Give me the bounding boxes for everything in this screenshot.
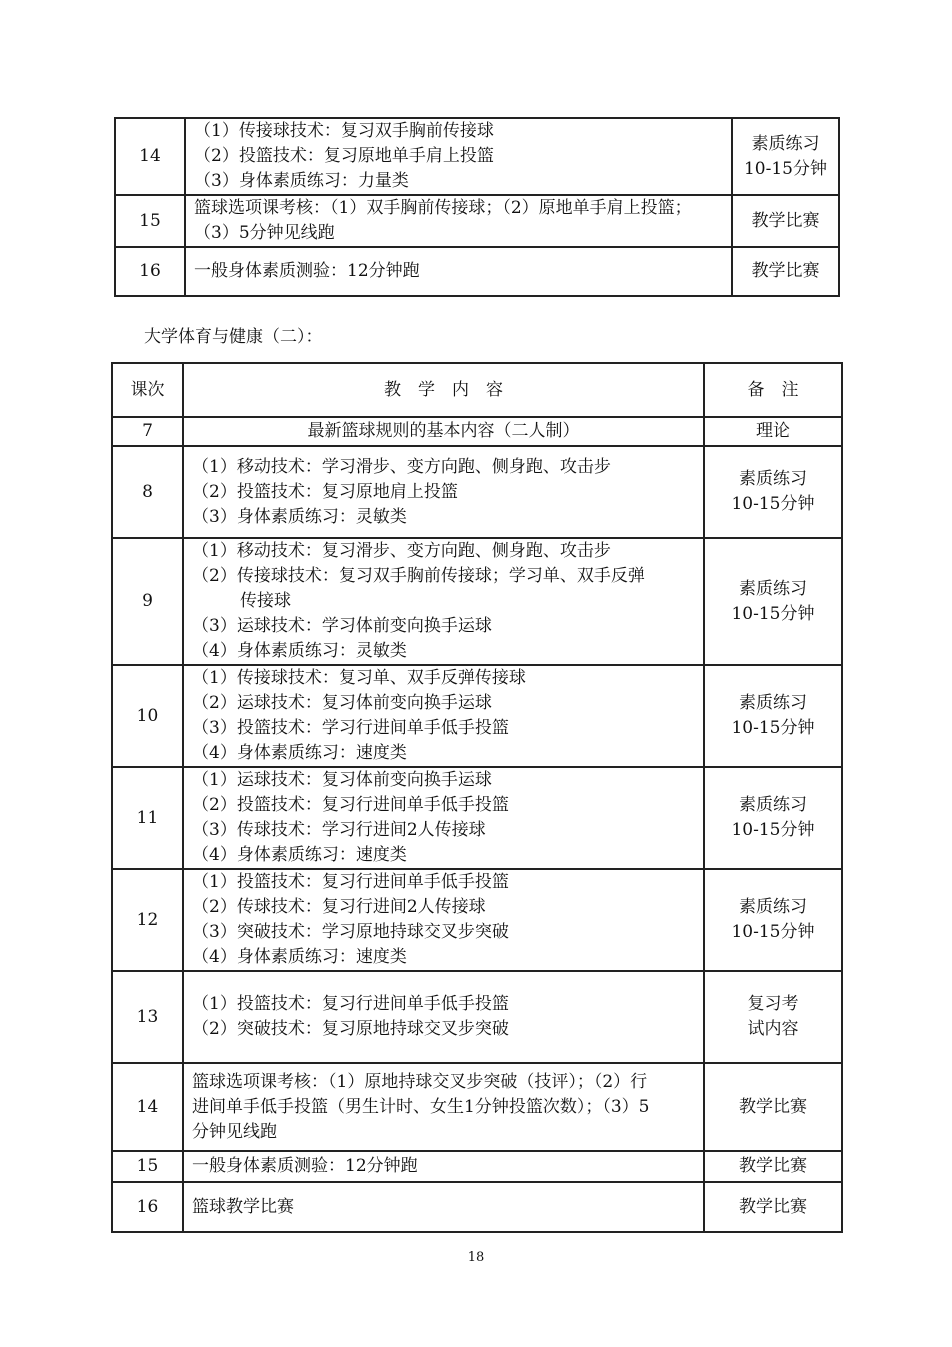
lesson-content: （1）投篮技术：复习行进间单手低手投篮 （2）传球技术：复习行进间2人传接球 （3）突破技术：学习原地持球交叉步突破 （4）身体素质练习：速度类 <box>183 869 704 971</box>
lesson-note: 素质练习 10-15分钟 <box>704 869 842 971</box>
lesson-content: 一般身体素质测验：12分钟跑 <box>183 1151 704 1182</box>
lesson-number: 15 <box>112 1151 183 1182</box>
table-row <box>112 1063 842 1151</box>
table-row <box>112 538 842 665</box>
lesson-note: 教学比赛 <box>732 247 839 296</box>
lesson-content: 篮球选项课考核：（1）原地持球交叉步突破（技评）；（2）行 进间单手低手投篮（男生计时、女生1分钟投篮次数）；（3）5 分钟见线跑 <box>183 1063 704 1151</box>
lesson-number: 9 <box>112 538 183 665</box>
table-row <box>115 247 839 296</box>
lesson-content: （1）运球技术：复习体前变向换手运球 （2）投篮技术：复习行进间单手低手投篮 （3）传球技术：学习行进间2人传接球 （4）身体素质练习：速度类 <box>183 767 704 869</box>
lesson-number: 13 <box>112 971 183 1063</box>
table-row <box>112 971 842 1063</box>
table-row <box>112 417 842 446</box>
lesson-note: 理论 <box>704 417 842 446</box>
header-lesson: 课次 <box>112 363 183 417</box>
lesson-note: 复习考 试内容 <box>704 971 842 1063</box>
lesson-content: 一般身体素质测验：12分钟跑 <box>185 247 732 296</box>
lesson-number: 14 <box>115 118 185 195</box>
lesson-note: 教学比赛 <box>704 1151 842 1182</box>
lesson-number: 15 <box>115 195 185 247</box>
lesson-content: 篮球选项课考核：（1）双手胸前传接球；（2）原地单手肩上投篮； （3）5分钟见线跑 <box>185 195 732 247</box>
lesson-note: 教学比赛 <box>704 1182 842 1232</box>
table-row <box>112 1151 842 1182</box>
lesson-number: 11 <box>112 767 183 869</box>
page-number: 18 <box>467 1250 485 1265</box>
lesson-number: 8 <box>112 446 183 538</box>
lesson-note: 教学比赛 <box>732 195 839 247</box>
lesson-number: 14 <box>112 1063 183 1151</box>
lesson-note: 素质练习 10-15分钟 <box>732 118 839 195</box>
lesson-note: 素质练习 10-15分钟 <box>704 446 842 538</box>
lesson-content: （1）传接球技术：复习单、双手反弹传接球 （2）运球技术：复习体前变向换手运球 （3）投篮技术：学习行进间单手低手投篮 （4）身体素质练习：速度类 <box>183 665 704 767</box>
section-title: 大学体育与健康（二）： <box>144 327 323 347</box>
header-note: 备 注 <box>704 363 842 417</box>
lesson-note: 素质练习 10-15分钟 <box>704 665 842 767</box>
lesson-note: 教学比赛 <box>704 1063 842 1151</box>
header-content: 教 学 内 容 <box>183 363 704 417</box>
lesson-number: 16 <box>112 1182 183 1232</box>
course-table-1 <box>114 117 840 297</box>
table-row <box>115 195 839 247</box>
table-row <box>115 118 839 195</box>
lesson-number: 10 <box>112 665 183 767</box>
table-row <box>112 446 842 538</box>
table-row <box>112 767 842 869</box>
table-row <box>112 1182 842 1232</box>
lesson-note: 素质练习 10-15分钟 <box>704 538 842 665</box>
lesson-content: （1）投篮技术：复习行进间单手低手投篮 （2）突破技术：复习原地持球交叉步突破 <box>183 971 704 1063</box>
lesson-content: 最新篮球规则的基本内容（二人制） <box>183 417 704 446</box>
lesson-content: （1）移动技术：学习滑步、变方向跑、侧身跑、攻击步 （2）投篮技术：复习原地肩上投篮 （3）身体素质练习：灵敏类 <box>183 446 704 538</box>
course-table-2 <box>111 362 843 1233</box>
lesson-content: 篮球教学比赛 <box>183 1182 704 1232</box>
lesson-content: （1）传接球技术：复习双手胸前传接球 （2）投篮技术：复习原地单手肩上投篮 （3）身体素质练习：力量类 <box>185 118 732 195</box>
lesson-number: 12 <box>112 869 183 971</box>
lesson-note: 素质练习 10-15分钟 <box>704 767 842 869</box>
table-row <box>112 665 842 767</box>
lesson-number: 7 <box>112 417 183 446</box>
lesson-number: 16 <box>115 247 185 296</box>
lesson-content: （1）移动技术：复习滑步、变方向跑、侧身跑、攻击步 （2）传接球技术：复习双手胸前传接球；学习单、双手反弹 传接球 （3）运球技术：学习体前变向换手运球 （4）身体素质练习：灵敏类 <box>183 538 704 665</box>
table-row <box>112 869 842 971</box>
table-header-row <box>112 363 842 417</box>
